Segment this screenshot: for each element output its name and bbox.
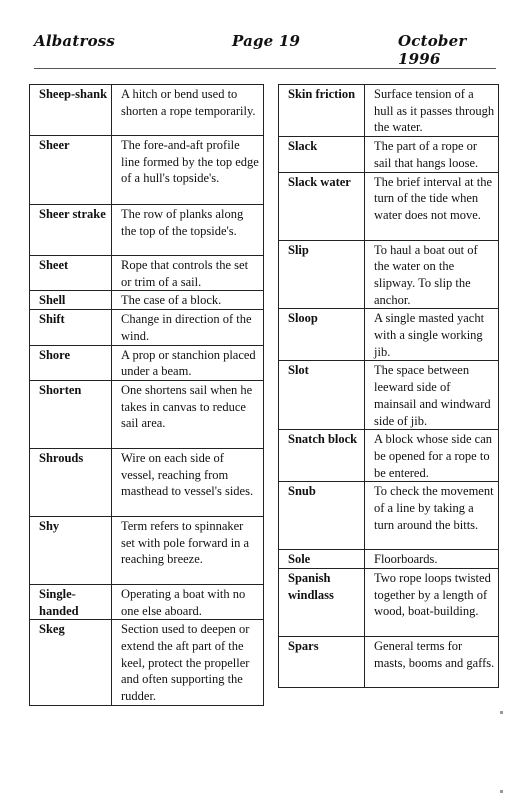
glossary-row [30, 256, 264, 291]
glossary-definition: Section used to deepen or extend the aft part of the keel, protect the propeller and often supporting the rudder. [112, 620, 264, 706]
glossary-term: Shell [30, 291, 112, 310]
glossary-term: Slot [279, 361, 365, 430]
glossary-term: Skin friction [279, 85, 365, 137]
glossary-term: Shorten [30, 380, 112, 448]
glossary-definition: A single masted yacht with a single working jib. [365, 309, 499, 361]
glossary-definition: Surface tension of a hull as it passes through the water. [365, 85, 499, 137]
glossary-definition: A hitch or bend used to shorten a rope temporarily. [112, 85, 264, 136]
glossary-row [30, 291, 264, 310]
header-page-number: Page 19 [232, 32, 301, 50]
glossary-definition: Two rope loops twisted together by a length of wood, boat-building. [365, 569, 499, 637]
glossary-definition: Term refers to spinnaker set with pole forward in a reaching breeze. [112, 516, 264, 584]
header-date: October 1996 [398, 32, 467, 68]
glossary-term: Spars [279, 637, 365, 688]
glossary-row [279, 482, 499, 550]
glossary-definition: The row of planks along the top of the topside's. [112, 205, 264, 256]
glossary-term: Shore [30, 345, 112, 380]
glossary-term: Snatch block [279, 430, 365, 482]
glossary-definition: Floorboards. [365, 550, 499, 569]
glossary-definition: One shortens sail when he takes in canvas to reduce sail area. [112, 380, 264, 448]
glossary-definition: The part of a rope or sail that hangs loose. [365, 137, 499, 172]
glossary-row [30, 310, 264, 345]
glossary-definition: To check the movement of a line by taking a turn around the bitts. [365, 482, 499, 550]
glossary-definition: The brief interval at the turn of the tide when water does not move. [365, 172, 499, 240]
scan-speck [500, 711, 503, 714]
glossary-term: Sole [279, 550, 365, 569]
glossary-term: Skeg [30, 620, 112, 706]
glossary-definition: Wire on each side of vessel, reaching from masthead to vessel's sides. [112, 448, 264, 516]
glossary-definition: Change in direction of the wind. [112, 310, 264, 345]
glossary-row [279, 85, 499, 137]
glossary-row [279, 430, 499, 482]
header-rule [34, 68, 496, 69]
glossary-term: Shift [30, 310, 112, 345]
glossary-term: Sheep-shank [30, 85, 112, 136]
glossary-term: Sheer [30, 136, 112, 205]
glossary-term: Sheer strake [30, 205, 112, 256]
glossary-row [30, 380, 264, 448]
glossary-row [279, 240, 499, 309]
glossary-definition: A prop or stanchion placed under a beam. [112, 345, 264, 380]
glossary-row [30, 85, 264, 136]
glossary-row [30, 345, 264, 380]
glossary-row [279, 637, 499, 688]
glossary-row [30, 448, 264, 516]
glossary-definition: Operating a boat with no one else aboard. [112, 584, 264, 619]
glossary-definition: A block whose side can be opened for a rope to be entered. [365, 430, 499, 482]
glossary-definition: Rope that controls the set or trim of a sail. [112, 256, 264, 291]
glossary-row [279, 309, 499, 361]
glossary-term: Shrouds [30, 448, 112, 516]
glossary-table-left [29, 84, 264, 706]
glossary-term: Sheet [30, 256, 112, 291]
glossary-definition: The fore-and-aft profile line formed by the top edge of a hull's topside's. [112, 136, 264, 205]
glossary-row [30, 136, 264, 205]
glossary-definition: To haul a boat out of the water on the slipway. To slip the anchor. [365, 240, 499, 309]
glossary-row [30, 620, 264, 706]
header-title: Albatross [34, 32, 116, 50]
glossary-definition: The case of a block. [112, 291, 264, 310]
glossary-row [279, 172, 499, 240]
glossary-term: Shy [30, 516, 112, 584]
glossary-row [30, 516, 264, 584]
glossary-term: Snub [279, 482, 365, 550]
glossary-table-right [278, 84, 499, 688]
glossary-row [279, 361, 499, 430]
glossary-term: Sloop [279, 309, 365, 361]
glossary-row [279, 569, 499, 637]
glossary-term: Slack [279, 137, 365, 172]
glossary-term: Slack water [279, 172, 365, 240]
glossary-term: Spanish windlass [279, 569, 365, 637]
glossary-definition: General terms for masts, booms and gaffs. [365, 637, 499, 688]
glossary-row [30, 584, 264, 619]
glossary-row [279, 137, 499, 172]
scan-speck [500, 790, 503, 793]
glossary-row [30, 205, 264, 256]
glossary-term: Single-handed [30, 584, 112, 619]
glossary-row [279, 550, 499, 569]
glossary-definition: The space between leeward side of mainsail and windward side of jib. [365, 361, 499, 430]
glossary-term: Slip [279, 240, 365, 309]
